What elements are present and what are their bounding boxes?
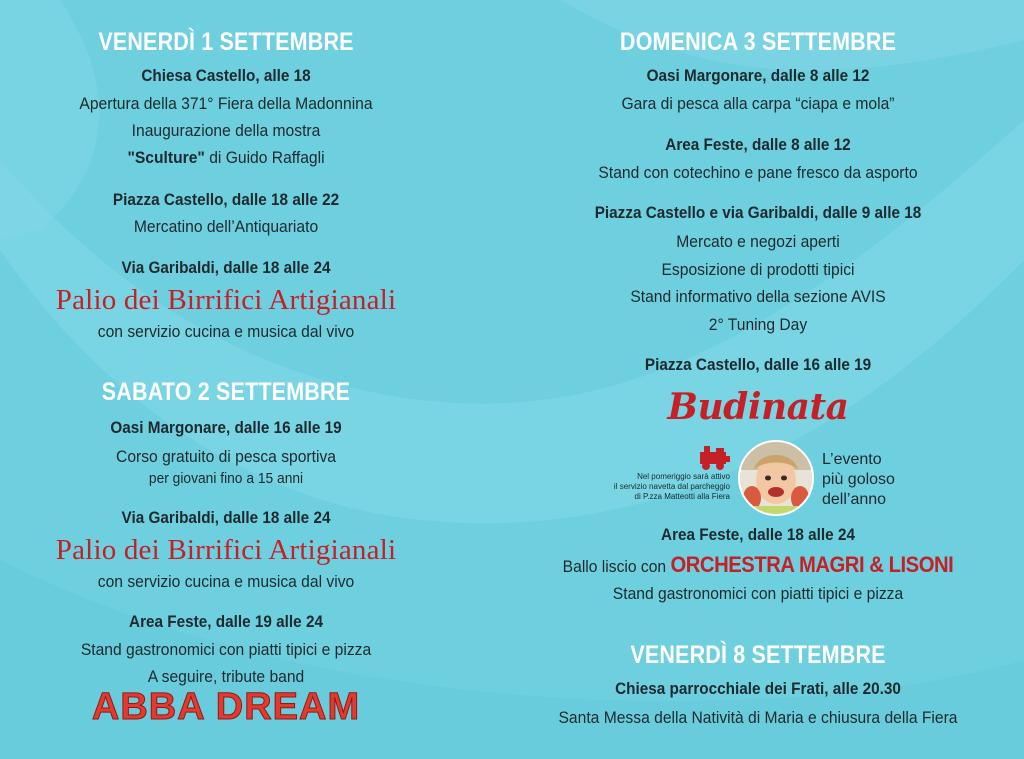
tagline-line: L’evento: [822, 451, 882, 468]
day-heading-3: DOMENICA 3 SETTEMBRE: [619, 28, 897, 56]
event-line: Santa Messa della Natività di Maria e chiusura della Fiera: [558, 708, 958, 727]
train-icon: [698, 444, 732, 472]
event-line: Mercatino dell’Antiquariato: [133, 217, 319, 236]
exhibit-author: di Guido Raffagli: [204, 148, 325, 167]
tagline: [822, 450, 895, 510]
event-place: Oasi Margonare, dalle 16 alle 19: [110, 418, 342, 437]
event-place: Area Feste, dalle 18 alle 24: [661, 525, 855, 544]
event-line: Gara di pesca alla carpa “ciapa e mola”: [621, 94, 895, 113]
event-text: Ballo liscio con: [562, 557, 671, 576]
palio-highlight: Palio dei Birrifici Artigianali: [55, 284, 397, 316]
event-line: Stand gastronomici con piatti tipici e pizza: [612, 584, 904, 603]
event-line: Stand con cotechino e pane fresco da asporto: [598, 163, 918, 182]
budinata-highlight: Budinata: [667, 386, 849, 428]
event-line: Stand informativo della sezione AVIS: [630, 287, 886, 306]
orchestra-highlight: ORCHESTRA MAGRI & LISONI: [670, 552, 954, 577]
event-line: Inaugurazione della mostra: [131, 121, 321, 140]
event-line: Corso gratuito di pesca sportiva: [116, 447, 336, 466]
event-place: Via Garibaldi, dalle 18 alle 24: [121, 258, 331, 277]
shuttle-note-line: di P.zza Matteotti alla Fiera: [634, 492, 730, 501]
event-line: con servizio cucina e musica dal vivo: [97, 572, 355, 591]
tagline-line: dell’anno: [822, 491, 887, 508]
event-place: Piazza Castello, dalle 18 alle 22: [112, 190, 340, 209]
event-line: 2° Tuning Day: [708, 315, 808, 334]
event-place: Area Feste, dalle 8 alle 12: [665, 135, 851, 154]
budinata-promo: [586, 440, 916, 520]
exhibit-title: "Sculture": [127, 148, 205, 167]
event-line: [532, 551, 985, 580]
tagline-line: più goloso: [822, 471, 895, 488]
event-line: Esposizione di prodotti tipici: [661, 260, 855, 279]
event-line: per giovani fino a 15 anni: [148, 470, 304, 487]
event-place: Area Feste, dalle 19 alle 24: [129, 612, 323, 631]
event-line: [18, 144, 434, 171]
day-heading-2: SABATO 2 SETTEMBRE: [101, 378, 351, 406]
shuttle-note-line: Nel pomeriggio sarà attivo: [637, 472, 730, 481]
day-heading-1: VENERDÌ 1 SETTEMBRE: [98, 28, 354, 56]
event-line: Mercato e negozi aperti: [676, 232, 840, 251]
child-photo: [738, 440, 814, 516]
event-place: Oasi Margonare, dalle 8 alle 12: [646, 66, 870, 85]
event-line: A seguire, tribute band: [147, 667, 305, 686]
event-place: Piazza Castello, dalle 16 alle 19: [644, 355, 872, 374]
event-line: Apertura della 371° Fiera della Madonnina: [79, 94, 373, 113]
palio-highlight: Palio dei Birrifici Artigianali: [55, 534, 397, 566]
event-line: Stand gastronomici con piatti tipici e pizza: [80, 640, 372, 659]
band-logo: ABBA DREAM: [91, 686, 361, 728]
shuttle-note-line: il servizio navetta dal parcheggio: [613, 482, 730, 491]
event-place: Chiesa parrocchiale dei Frati, alle 20.30: [615, 679, 901, 698]
day-heading-8: VENERDÌ 8 SETTEMBRE: [630, 641, 886, 669]
event-line: con servizio cucina e musica dal vivo: [97, 322, 355, 341]
event-place: Via Garibaldi, dalle 18 alle 24: [121, 508, 331, 527]
event-place: Piazza Castello e via Garibaldi, dalle 9 alle 18: [594, 203, 922, 222]
event-place: Chiesa Castello, alle 18: [141, 66, 311, 85]
shuttle-note: [530, 472, 730, 502]
